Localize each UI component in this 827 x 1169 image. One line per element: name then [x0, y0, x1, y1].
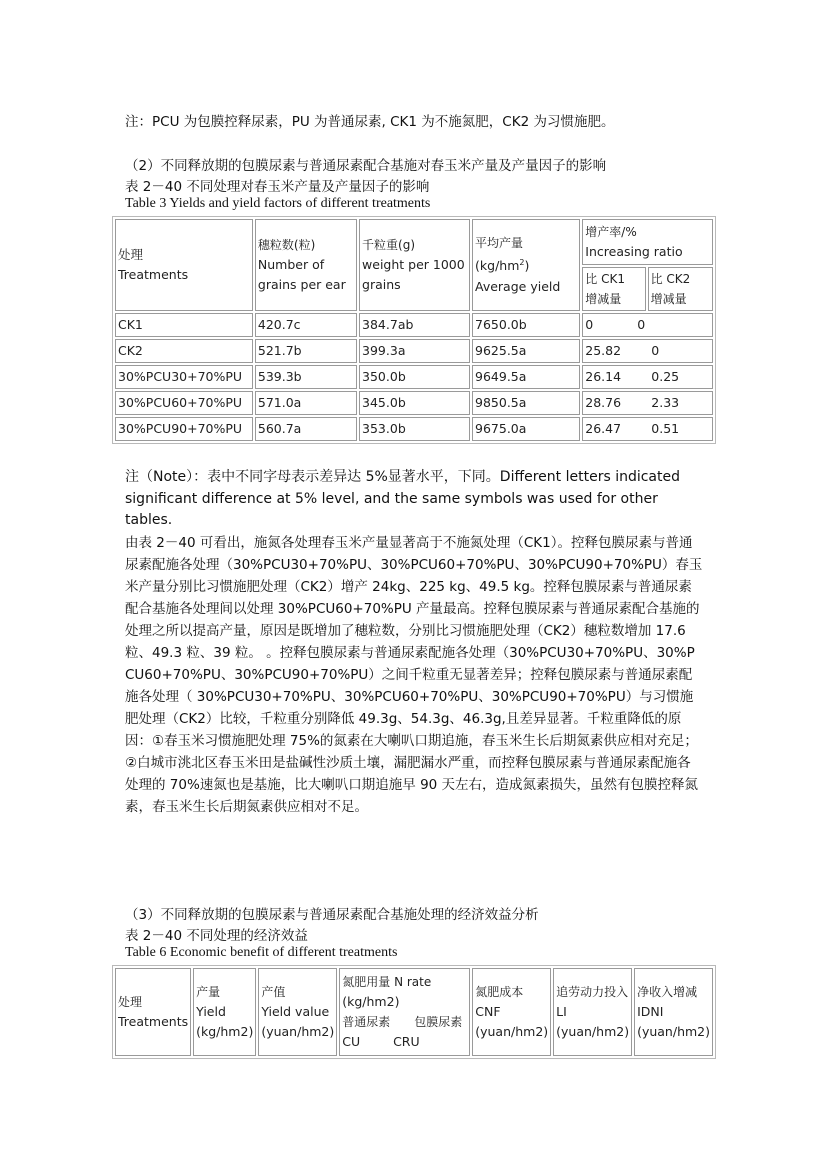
header-grains-en-2: grains per ear: [257, 277, 346, 292]
header-yield-cn: 产量: [196, 985, 221, 999]
header-treatment-cn: 处理: [118, 995, 143, 1009]
header-weight: [359, 219, 470, 311]
cell-vs-ck1: 25.82: [585, 343, 622, 358]
table3-caption-cn: 表 2－40 不同处理对春玉米产量及产量因子的影响: [125, 179, 430, 195]
header-nrate-sub: 普通尿素 包膜尿素: [342, 1015, 463, 1029]
header-li-en: LI: [556, 1004, 567, 1019]
header-weight-en-2: grains: [362, 277, 401, 292]
note-top: 注：PCU 为包膜控释尿素，PU 为普通尿素, CK1 为不施氮肥，CK2 为习惯施肥。: [125, 114, 615, 130]
header-li: [553, 968, 632, 1056]
header-treatment-cn: 处理: [118, 247, 144, 262]
table-row: [115, 339, 713, 363]
table-header-row: [115, 968, 713, 1056]
header-value-unit: (yuan/hm2): [261, 1024, 335, 1039]
cell-vs-combined: [582, 391, 713, 415]
cell-vs-ck1: 26.14: [585, 369, 622, 384]
table-row: [115, 313, 713, 337]
section3-heading: （3）不同释放期的包膜尿素与普通尿素配合基施处理的经济效益分析: [125, 907, 539, 923]
section2-heading: （2）不同释放期的包膜尿素与普通尿素配合基施对春玉米产量及产量因子的影响: [125, 158, 607, 174]
header-weight-en-1: weight per 1000: [362, 257, 465, 272]
cell-vs-ck2: 2.33: [651, 395, 680, 410]
header-value-en: Yield value: [261, 1004, 330, 1019]
table-row: [115, 365, 713, 389]
cell-weight: 384.7ab: [359, 313, 470, 337]
cell-grains: 571.0a: [255, 391, 357, 415]
header-yield-cn: 平均产量: [475, 236, 524, 251]
header-nrate-unit: (kg/hm2): [342, 994, 400, 1009]
cell-vs-ck1: 26.47: [585, 421, 622, 436]
header-treatment: [115, 219, 253, 311]
header-cnf: [472, 968, 551, 1056]
header-vs-ck1: [582, 267, 645, 311]
table3-caption-en: Table 3 Yields and yield factors of different treatments: [125, 196, 431, 211]
cell-grains: 560.7a: [255, 417, 357, 441]
header-li-unit: (yuan/hm2): [556, 1024, 630, 1039]
yield-unit-pre: (kg/hm: [475, 258, 520, 274]
header-treatment-en: Treatments: [118, 1014, 189, 1029]
table6-caption-cn: 表 2－40 不同处理的经济效益: [125, 928, 308, 944]
cell-treatment: CK2: [115, 339, 253, 363]
header-idni: [634, 968, 713, 1056]
header-yield-en: Yield: [196, 1004, 226, 1019]
cell-yield: 9850.5a: [472, 391, 580, 415]
table-header-row: [115, 219, 713, 265]
cell-vs-combined: [582, 417, 713, 441]
header-grains-en-1: Number of: [257, 257, 325, 272]
header-rate-en: Increasing ratio: [585, 244, 683, 259]
header-cnf-unit: (yuan/hm2): [475, 1024, 549, 1039]
header-value-cn: 产值: [261, 985, 286, 999]
table6-caption-en: Table 6 Economic benefit of different treatments: [125, 945, 398, 960]
table-row: [115, 391, 713, 415]
cell-vs-ck2: 0.51: [651, 421, 680, 436]
header-nrate-sub-en: CU CRU: [342, 1034, 420, 1049]
cell-vs-ck2: 0: [637, 317, 646, 332]
cell-vs-ck2: 0.25: [651, 369, 680, 384]
header-vs-ck2-line1: 比 CK2: [650, 272, 691, 286]
header-idni-cn: 净收入增减: [637, 985, 698, 999]
analysis-paragraph: 由表 2－40 可看出，施氮各处理春玉米产量显著高于不施氮处理（CK1）。控释包膜尿素与普通尿素配施各处理（30%PCU30+70%PU、30%PCU60+70%PU、30%PCU90+70%PU）春玉米产量分别比习惯施肥处理（CK2）增产 24kg、225 kg、49.5 kg。控释包膜尿素与普通尿素配合基施各处理间以处理 30%PCU60+70%PU 产量最高。控释包膜尿素与普通尿素配合基施的处理之所以提高产量，原因是既增加了穗粒数，分别比习惯施肥处理（CK2）穗粒数增加 17.6 粒、49.3 粒、39 粒。 。控释包膜尿素与普通尿素配施各处理（30%PCU30+70%PU、30%PCU60+70%PU、30%PCU90+70%PU）之间千粒重无显著差异；控释包膜尿素与普通尿素配施各处理（ 30%PCU30+70%PU、30%PCU60+70%PU、30%PCU90+70%PU）与习惯施肥处理（CK2）比较，千粒重分别降低 49.3g、54.3g、46.3g,且差异显著。千粒重降低的原因：①春玉米习惯施肥处理 75%的氮素在大喇叭口期追施，春玉米生长后期氮素供应相对充足；②白城市洮北区春玉米田是盐碱性沙质土壤，漏肥漏水严重，而控释包膜尿素与普通尿素配施各处理的 70%速氮也是基施，比大喇叭口期追施早 90 天左右，造成氮素损失，虽然有包膜控释氮素，春玉米生长后期氮素供应相对不足。: [125, 535, 703, 815]
cell-vs-ck1: 28.76: [585, 395, 622, 410]
cell-vs-ck2: 0: [651, 343, 660, 358]
yield-unit-post: ): [524, 258, 530, 274]
cell-vs-ck1: 0: [585, 317, 594, 332]
header-value: [258, 968, 337, 1056]
header-yield: [193, 968, 256, 1056]
cell-grains: 420.7c: [255, 313, 357, 337]
cell-vs-combined: [582, 339, 713, 363]
economic-benefit-table: [112, 965, 716, 1059]
cell-treatment: 30%PCU60+70%PU: [115, 391, 253, 415]
cell-vs-combined: [582, 313, 713, 337]
cell-weight: 399.3a: [359, 339, 470, 363]
header-yield: [472, 219, 580, 311]
header-yield-unit: [475, 253, 577, 276]
cell-yield: 9675.0a: [472, 417, 580, 441]
header-yield-en: Average yield: [475, 278, 561, 294]
header-rate-cn: 增产率/%: [585, 225, 637, 239]
cell-treatment: 30%PCU30+70%PU: [115, 365, 253, 389]
header-vs-ck1-line2: 增减量: [585, 292, 622, 306]
header-yield-unit: (kg/hm2): [196, 1024, 254, 1039]
header-treatment: [115, 968, 191, 1056]
header-vs-ck1-line1: 比 CK1: [585, 272, 625, 286]
header-rate: [582, 219, 713, 265]
table3-note: 注（Note）：表中不同字母表示差异达 5%显著水平，下同。Different letters indicated significant difference at 5% level, and the same symbols was used for other tables.: [125, 469, 681, 528]
cell-grains: 539.3b: [255, 365, 357, 389]
table-row: [115, 417, 713, 441]
header-cnf-en: CNF: [475, 1004, 501, 1019]
header-cnf-cn: 氮肥成本: [475, 985, 524, 999]
yield-unit-sup: 2: [519, 258, 525, 268]
cell-grains: 521.7b: [255, 339, 357, 363]
header-nrate: [339, 968, 470, 1056]
header-grains: [255, 219, 357, 311]
cell-yield: 9625.5a: [472, 339, 580, 363]
header-grains-cn: 穗粒数(粒): [257, 238, 316, 252]
cell-treatment: CK1: [115, 313, 253, 337]
cell-weight: 353.0b: [359, 417, 470, 441]
header-weight-cn: 千粒重(g): [362, 238, 416, 252]
cell-yield: 7650.0b: [472, 313, 580, 337]
header-treatment-en: Treatments: [118, 267, 189, 282]
cell-yield: 9649.5a: [472, 365, 580, 389]
header-li-cn: 追劳动力投入: [556, 985, 629, 999]
header-vs-ck2: [648, 267, 713, 311]
cell-vs-combined: [582, 365, 713, 389]
header-vs-ck2-line2: 增减量: [650, 292, 687, 306]
yield-factors-table: [112, 216, 716, 444]
cell-treatment: 30%PCU90+70%PU: [115, 417, 253, 441]
header-nrate-cn: 氮肥用量 N rate: [342, 975, 432, 989]
header-idni-en: IDNI: [637, 1004, 664, 1019]
cell-weight: 345.0b: [359, 391, 470, 415]
cell-weight: 350.0b: [359, 365, 470, 389]
header-idni-unit: (yuan/hm2): [637, 1024, 710, 1039]
